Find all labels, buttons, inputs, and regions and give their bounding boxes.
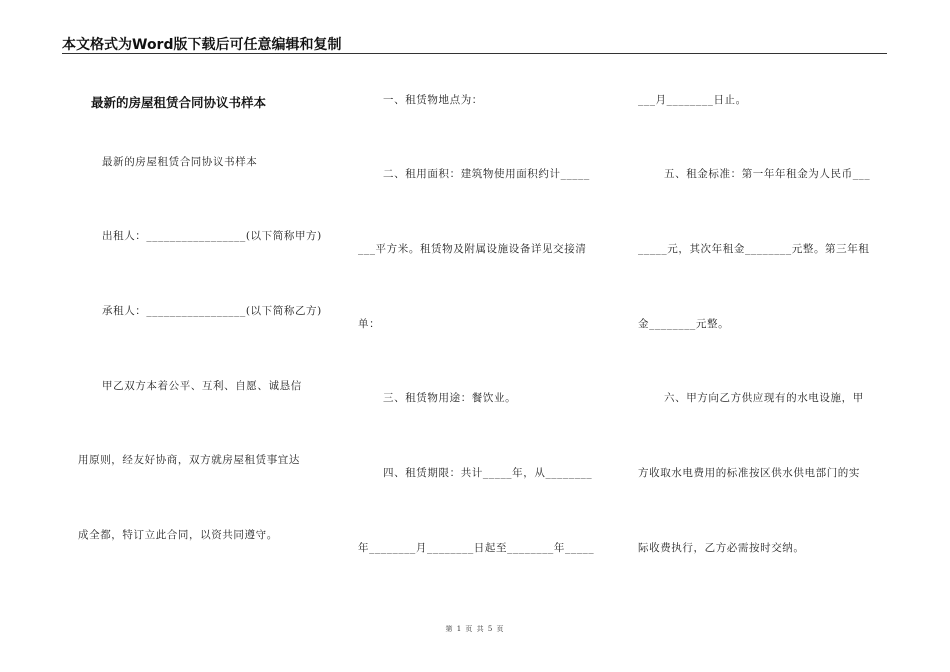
- paragraph-line: _____元，其次年租金________元整。第三年租: [638, 243, 870, 255]
- paragraph-line: 单：: [358, 318, 381, 330]
- paragraph-line: 成全都，特订立此合同，以资共同遵守。: [78, 529, 278, 541]
- paragraph-line: 一、租赁物地点为：: [383, 94, 483, 106]
- paragraph-line: 最新的房屋租赁合同协议书样本: [102, 156, 258, 168]
- paragraph-line: 际收费执行，乙方必需按时交纳。: [638, 542, 805, 554]
- paragraph-line: 出租人：_________________(以下简称甲方): [102, 230, 322, 242]
- paragraph-line: 三、租赁物用途：餐饮业。: [383, 392, 517, 404]
- paragraph-line: 金________元整。: [638, 318, 730, 330]
- paragraph-line: 用原则，经友好协商，双方就房屋租赁事宜达: [78, 454, 300, 466]
- paragraph-line: ___平方米。租赁物及附属设施设备详见交接清: [358, 243, 587, 255]
- paragraph-line: 四、租赁期限：共计_____年，从________: [383, 467, 593, 479]
- document-header-title: 本文格式为Word版下载后可任意编辑和复制: [62, 37, 342, 53]
- page-number-footer: 第 1 页 共 5 页: [445, 625, 505, 633]
- paragraph-line: 年________月________日起至________年_____: [358, 542, 595, 554]
- paragraph-line: 二、租用面积：建筑物使用面积约计_____: [383, 168, 590, 180]
- paragraph-line: 六、甲方向乙方供应现有的水电设施，甲: [664, 392, 864, 404]
- document-title: 最新的房屋租赁合同协议书样本: [91, 95, 267, 110]
- paragraph-line: 五、租金标准：第一年年租金为人民币___: [664, 168, 871, 180]
- paragraph-line: 承租人：_________________(以下简称乙方): [102, 305, 322, 317]
- paragraph-line: 方收取水电费用的标准按区供水供电部门的实: [638, 467, 860, 479]
- header-divider: [62, 53, 887, 54]
- paragraph-line: ___月________日止。: [638, 94, 747, 106]
- paragraph-line: 甲乙双方本着公平、互利、自愿、诚恳信: [102, 380, 302, 392]
